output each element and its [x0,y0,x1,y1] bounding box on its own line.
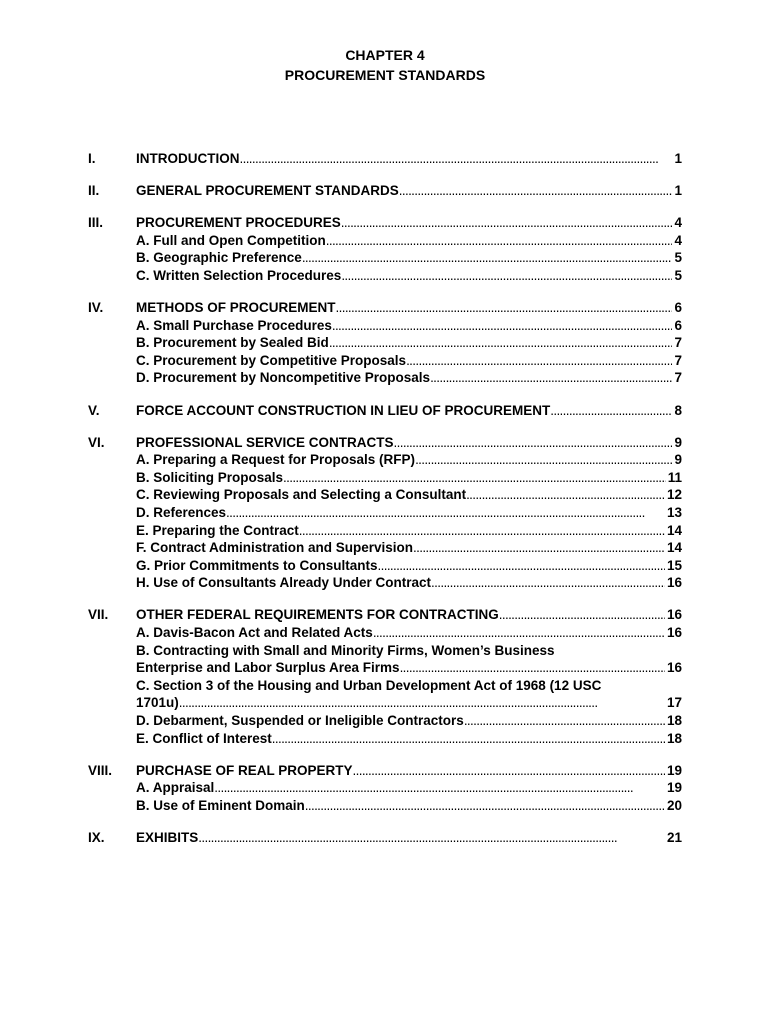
toc-page-number: 12 [666,487,682,503]
dot-leader [305,797,665,815]
dot-leader [272,730,665,748]
dot-leader [336,299,673,317]
table-of-contents [88,150,682,861]
section-number: I. [88,151,96,166]
toc-entry-title: B. Use of Eminent Domain [136,797,305,813]
chapter-number: CHAPTER 4 [345,47,425,63]
toc-entry[interactable] [136,214,682,232]
toc-section [88,214,682,284]
dot-leader [341,267,672,285]
dot-leader [431,574,665,592]
toc-entry[interactable] [136,469,682,487]
dot-leader [466,486,665,504]
toc-page-number: 20 [666,797,682,813]
toc-page-number: 19 [666,780,682,796]
toc-page-number: 14 [666,540,682,556]
toc-entry[interactable] [136,606,682,624]
dot-leader [226,504,665,522]
section-entries [136,402,682,420]
toc-section [88,299,682,387]
toc-entry[interactable] [136,624,682,642]
dot-leader [329,334,673,352]
toc-entry[interactable] [136,434,682,452]
toc-entry-title: INTRODUCTION [136,151,240,166]
section-number: II. [88,183,100,199]
toc-page-number: 8 [674,402,682,418]
toc-entry-title: GENERAL PROCUREMENT STANDARDS [136,183,399,199]
chapter-title: PROCUREMENT STANDARDS [284,67,486,83]
toc-page-number: 13 [666,505,682,520]
toc-entry-title: A. Appraisal [136,780,215,796]
toc-section [88,606,682,747]
dot-leader [373,624,665,642]
section-number: VI. [88,434,105,450]
toc-entry-title: E. Conflict of Interest [136,730,272,746]
toc-page-number: 18 [666,730,682,746]
dot-leader [240,150,673,168]
toc-entry-title: Enterprise and Labor Surplus Area Firms [136,660,400,676]
dot-leader [332,317,673,335]
toc-entry-title: A. Full and Open Competition [136,232,326,248]
toc-entry[interactable] [136,299,682,317]
dot-leader [399,182,673,200]
toc-entry[interactable] [136,694,682,712]
toc-page-number: 1 [674,151,682,166]
dot-leader [179,694,665,712]
section-entries [136,299,682,387]
toc-page-number: 6 [674,317,682,333]
toc-entry[interactable] [136,369,682,387]
section-number: VII. [88,607,109,623]
dot-leader [341,214,673,232]
section-number: IX. [88,830,105,845]
toc-entry-title: A. Preparing a Request for Proposals (RFP) [136,452,416,468]
toc-page-number: 19 [666,762,682,778]
toc-page-number: 16 [666,625,682,641]
section-number: IV. [88,300,104,316]
toc-page-number: 9 [674,434,682,450]
toc-page-number: 18 [666,713,682,729]
dot-leader [302,249,673,267]
toc-entry[interactable] [136,539,682,557]
dot-leader [326,232,673,250]
toc-entry-title: A. Small Purchase Procedures [136,317,332,333]
toc-entry[interactable] [136,150,682,168]
toc-page-number: 21 [666,830,682,845]
dot-leader [415,451,672,469]
toc-entry-title: A. Davis-Bacon Act and Related Acts [136,625,373,641]
toc-page-number: 6 [674,300,682,316]
toc-page-number: 1 [674,183,682,199]
dot-leader [413,539,665,557]
toc-entry[interactable] [136,574,682,592]
toc-page-number: 9 [674,452,682,468]
toc-entry-title: E. Preparing the Contract [136,522,299,538]
dot-leader [378,557,665,575]
toc-page-number: 16 [666,660,682,676]
dot-leader [464,712,665,730]
dot-leader [299,522,665,540]
section-number: VIII. [88,762,113,778]
toc-entry-title: OTHER FEDERAL REQUIREMENTS FOR CONTRACTING [136,607,499,623]
dot-leader [430,369,672,387]
toc-page-number: 16 [666,575,682,591]
toc-section [88,182,682,200]
dot-leader [283,469,666,487]
toc-entry[interactable] [136,249,682,267]
toc-entry[interactable] [136,659,682,677]
toc-entry-title: METHODS OF PROCUREMENT [136,300,336,316]
toc-entry[interactable] [136,182,682,200]
toc-entry-title: EXHIBITS [136,830,199,845]
dot-leader [198,829,665,847]
toc-entry-title: C. Written Selection Procedures [136,267,342,283]
toc-entry-title: FORCE ACCOUNT CONSTRUCTION IN LIEU OF PROCUREMENT [136,402,551,418]
toc-entry[interactable] [136,779,682,797]
toc-section [88,762,682,815]
toc-entry[interactable] [136,557,682,575]
toc-entry-title: D. Procurement by Noncompetitive Proposals [136,370,431,386]
toc-entry[interactable] [136,762,682,780]
section-number: III. [88,215,104,231]
dot-leader [353,762,665,780]
toc-page-number: 4 [674,215,682,231]
toc-entry-title: D. References [136,505,227,520]
toc-entry-line: B. Contracting with Small and Minority Firms, Women’s Business [136,642,555,658]
toc-entry-title: 1701u) [136,695,179,711]
toc-page-number: 4 [674,232,682,248]
toc-page-number: 16 [666,607,682,623]
toc-entry-title: B. Soliciting Proposals [136,469,284,485]
toc-entry-title: PROFESSIONAL SERVICE CONTRACTS [136,434,394,450]
toc-section [88,434,682,592]
section-entries [136,182,682,200]
toc-entry[interactable] [136,232,682,250]
toc-entry-title: H. Use of Consultants Already Under Contract [136,575,432,591]
toc-entry[interactable] [136,522,682,540]
toc-page-number: 7 [674,352,682,368]
toc-entry[interactable] [136,317,682,335]
section-entries [136,434,682,592]
section-entries [136,150,682,168]
toc-entry-title: C. Reviewing Proposals and Selecting a Consultant [136,487,467,503]
toc-entry-title: B. Procurement by Sealed Bid [136,335,329,351]
toc-page-number: 17 [666,695,682,711]
toc-entry[interactable] [136,451,682,469]
toc-entry-title: D. Debarment, Suspended or Ineligible Contractors [136,713,464,729]
section-entries [136,829,682,847]
toc-section [88,150,682,168]
toc-page-number: 5 [674,250,682,266]
dot-leader [406,352,672,370]
toc-entry[interactable] [136,334,682,352]
toc-section [88,402,682,420]
toc-page-number: 7 [674,370,682,386]
section-entries [136,214,682,284]
dot-leader [214,779,665,797]
toc-entry[interactable] [136,402,682,420]
toc-entry[interactable] [136,712,682,730]
section-entries [136,606,682,747]
toc-page-number: 14 [666,522,682,538]
section-entries [136,762,682,815]
toc-entry-title: B. Geographic Preference [136,250,302,266]
toc-entry[interactable] [136,504,682,522]
toc-entry-title: F. Contract Administration and Supervision [136,540,414,556]
toc-entry-line: C. Section 3 of the Housing and Urban Development Act of 1968 (12 USC [136,677,602,693]
toc-entry-title: C. Procurement by Competitive Proposals [136,352,407,368]
toc-entry[interactable] [136,352,682,370]
toc-entry[interactable] [136,486,682,504]
toc-entry[interactable] [136,730,682,748]
toc-page-number: 15 [666,557,682,573]
toc-entry-title: PROCUREMENT PROCEDURES [136,215,341,231]
dot-leader [550,402,672,420]
toc-entry-title: PURCHASE OF REAL PROPERTY [136,762,353,778]
toc-page-number: 7 [674,335,682,351]
toc-entry[interactable] [136,797,682,815]
toc-entry[interactable] [136,829,682,847]
toc-page-number: 11 [667,469,682,485]
dot-leader [394,434,673,452]
toc-entry[interactable] [136,267,682,285]
dot-leader [400,659,665,677]
dot-leader [499,606,665,624]
section-number: V. [88,402,100,418]
toc-page-number: 5 [674,267,682,283]
toc-entry-title: G. Prior Commitments to Consultants [136,557,378,573]
toc-section [88,829,682,847]
